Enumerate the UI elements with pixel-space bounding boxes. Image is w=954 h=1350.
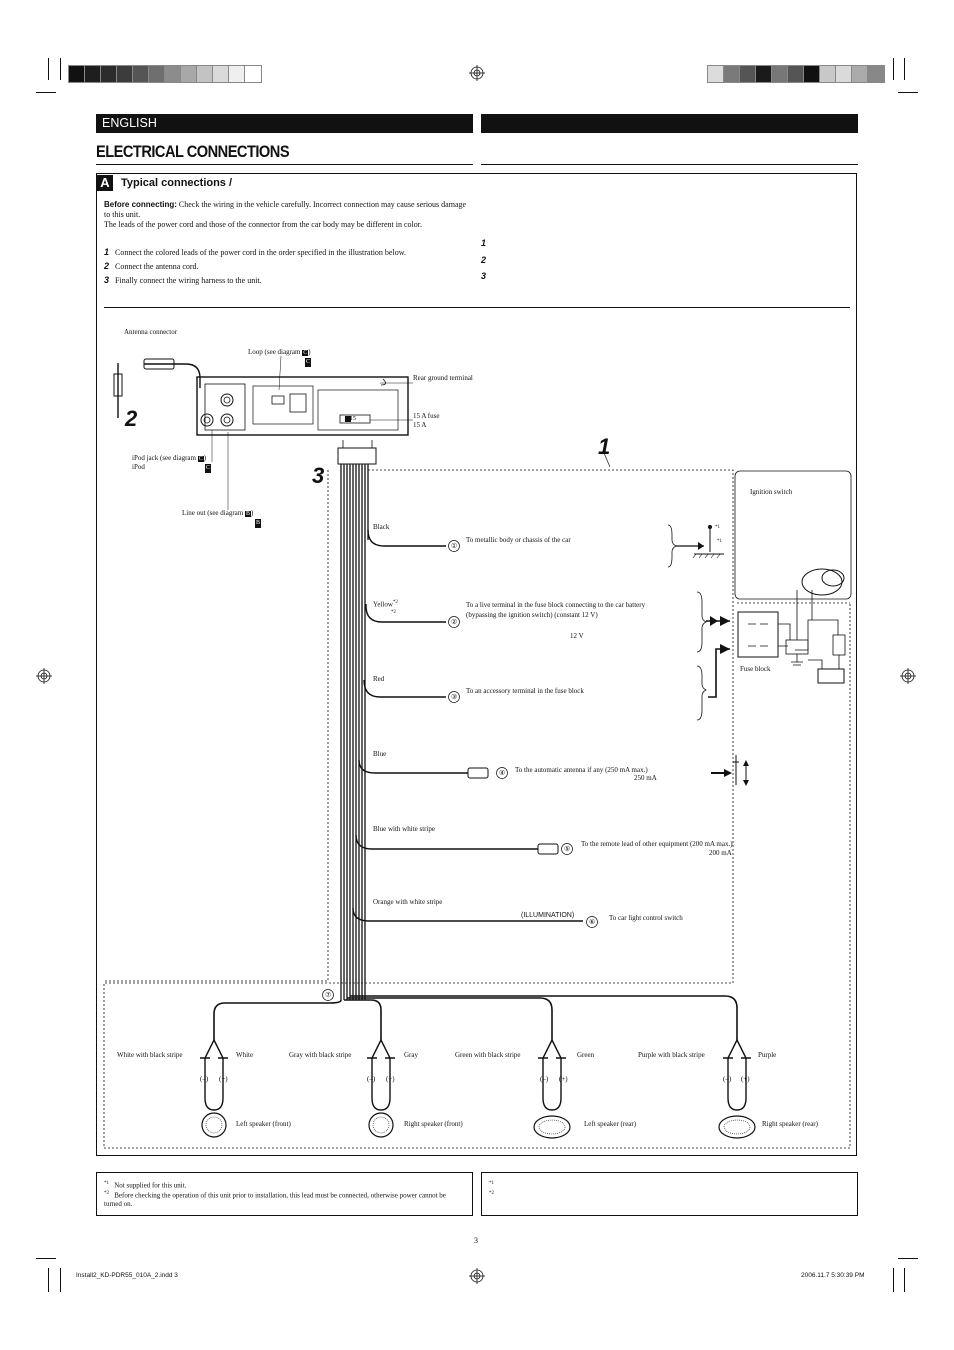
speaker-lr-name: Left speaker (rear) [584, 1120, 637, 1128]
rear-ground-label: Rear ground terminal [413, 374, 473, 382]
speaker-lr-neg-color: Green with black stripe [455, 1051, 521, 1059]
lead-num-4: ④ [499, 769, 506, 777]
step-3: 3 Finally connect the wiring harness to the unit. [104, 275, 262, 285]
right-step-2: 2 [481, 255, 487, 265]
ground-footnote-mark-alt: *1 [717, 539, 722, 544]
footnote-right-1: *1 [489, 1181, 494, 1186]
section-badge: A [97, 175, 113, 191]
loop-label: Loop (see diagram C) [248, 348, 311, 356]
lead-color-black: Black [373, 523, 390, 531]
fuse-label-alt: 15 A [413, 421, 427, 429]
step-number-3: 3 [312, 463, 325, 488]
speaker-rf-plus: (+) [386, 1075, 395, 1083]
speaker-rr-plus: (+) [741, 1075, 750, 1083]
language-label: ENGLISH [102, 116, 157, 130]
speaker-rr-minus: (–) [723, 1075, 732, 1083]
before-body: Check the wiring in the vehicle carefully. Incorrect connection may cause serious damage to this unit. [104, 200, 467, 219]
loop-ref-badge-alt: C [306, 359, 311, 365]
lead-dest-4: To the automatic antenna if any (250 mA max.) [515, 766, 648, 774]
lead-num-1: ① [451, 542, 458, 550]
lead-color-yellow: Yellow$^{*2}$ [373, 600, 398, 609]
lead-dest-2: To a live terminal in the fuse block connecting to the car battery [466, 601, 646, 609]
speaker-lf-plus: (+) [219, 1075, 228, 1083]
section-title: Typical connections / [121, 177, 233, 189]
speaker-rr-neg-color: Purple with black stripe [638, 1051, 705, 1059]
lead-num-5: ⑤ [564, 845, 571, 853]
footnote-box-right [481, 1172, 858, 1216]
page-title: ELECTRICAL CONNECTIONS [96, 142, 290, 161]
line-out-ref-badge: B [256, 520, 261, 526]
lead-color-red: Red [373, 675, 385, 683]
ipod-jack-label-alt: iPod [132, 463, 145, 471]
lead-dest-5-alt: 200 mA [709, 849, 732, 857]
speaker-lr-pos-color: Green [577, 1051, 595, 1059]
speaker-rf-name: Right speaker (front) [404, 1120, 463, 1128]
step-number-2: 2 [125, 406, 138, 431]
lead-color-blue: Blue [373, 750, 387, 758]
speaker-lr-minus: (–) [540, 1075, 549, 1083]
lead-dest-2-alt: 12 V [570, 632, 584, 640]
yellow-footnote-mark: *2 [391, 610, 396, 615]
speaker-lf-neg-color: White with black stripe [117, 1051, 183, 1059]
lead-dest-4-alt: 250 mA [634, 774, 657, 782]
speaker-rr-name: Right speaker (rear) [762, 1120, 818, 1128]
print-date: 2006.11.7 5:30:39 PM [801, 1272, 865, 1279]
fuse-label: 15 A fuse [413, 412, 440, 420]
lead-num-7: ⑦ [325, 991, 332, 999]
line-out-label: Line out (see diagram B) [182, 509, 254, 517]
speaker-rf-pos-color: Gray [404, 1051, 418, 1059]
fuse-block-label: Fuse block [740, 665, 771, 673]
speaker-rf-neg-color: Gray with black stripe [289, 1051, 352, 1059]
speaker-lf-minus: (–) [200, 1075, 209, 1083]
lead-color-blue-white: Blue with white stripe [373, 825, 436, 833]
footnote-box [96, 1172, 473, 1216]
step-2: 2 Connect the antenna cord. [104, 261, 199, 271]
lead-num-3: ③ [451, 693, 458, 701]
loop-ref-badge: C [303, 350, 308, 356]
speaker-rf-minus: (–) [367, 1075, 376, 1083]
lead-dest-3: To an accessory terminal in the fuse block [466, 687, 584, 695]
lead-color-orange-white: Orange with white stripe [373, 898, 443, 906]
lead-dest-2-line2: (bypassing the ignition switch) (constant 12 V) [466, 611, 598, 619]
step-1: 1 Connect the colored leads of the power cord in the order specified in the illustration below. [104, 247, 406, 257]
illumination-tag: (ILLUMINATION) [521, 912, 575, 919]
lead-num-2: ② [451, 618, 458, 626]
speaker-lf-pos-color: White [236, 1051, 254, 1059]
speaker-lf-name: Left speaker (front) [236, 1120, 291, 1128]
right-step-3: 3 [481, 271, 487, 281]
ignition-switch-label: Ignition switch [750, 488, 793, 496]
speaker-rr-pos-color: Purple [758, 1051, 777, 1059]
footnote-right-2: *2 [489, 1191, 494, 1196]
before-label: Before connecting: [104, 200, 177, 209]
ipod-jack-label: iPod jack (see diagram C) [132, 454, 207, 462]
step-number-1: 1 [598, 434, 611, 459]
speaker-lr-plus: (+) [559, 1075, 568, 1083]
footnote-1: $^{*1}$ Not supplied for this unit. [104, 1181, 187, 1190]
footnote-2: $^{*2}$ Before checking the operation of this unit prior to installation, this lead must be connected, otherwise power cannot be turned on. [104, 1191, 446, 1209]
file-name: Install2_KD-PDR55_010A_2.indd 3 [76, 1272, 178, 1279]
color-note: The leads of the power cord and those of the connector from the car body may be different in color. [104, 220, 422, 229]
lead-dest-6: To car light control switch [609, 914, 683, 922]
lead-dest-1: To metallic body or chassis of the car [466, 536, 571, 544]
lead-dest-5: To the remote lead of other equipment (200 mA max.) [581, 840, 733, 848]
fuse-value: 15 [350, 416, 356, 422]
antenna-connector-label: Antenna connector [124, 328, 178, 336]
page-number: 3 [474, 1236, 478, 1245]
ipod-ref-badge: C [206, 465, 211, 471]
ground-footnote-mark: *1 [715, 525, 720, 530]
lead-num-6: ⑥ [589, 918, 596, 926]
right-step-1: 1 [481, 238, 487, 248]
